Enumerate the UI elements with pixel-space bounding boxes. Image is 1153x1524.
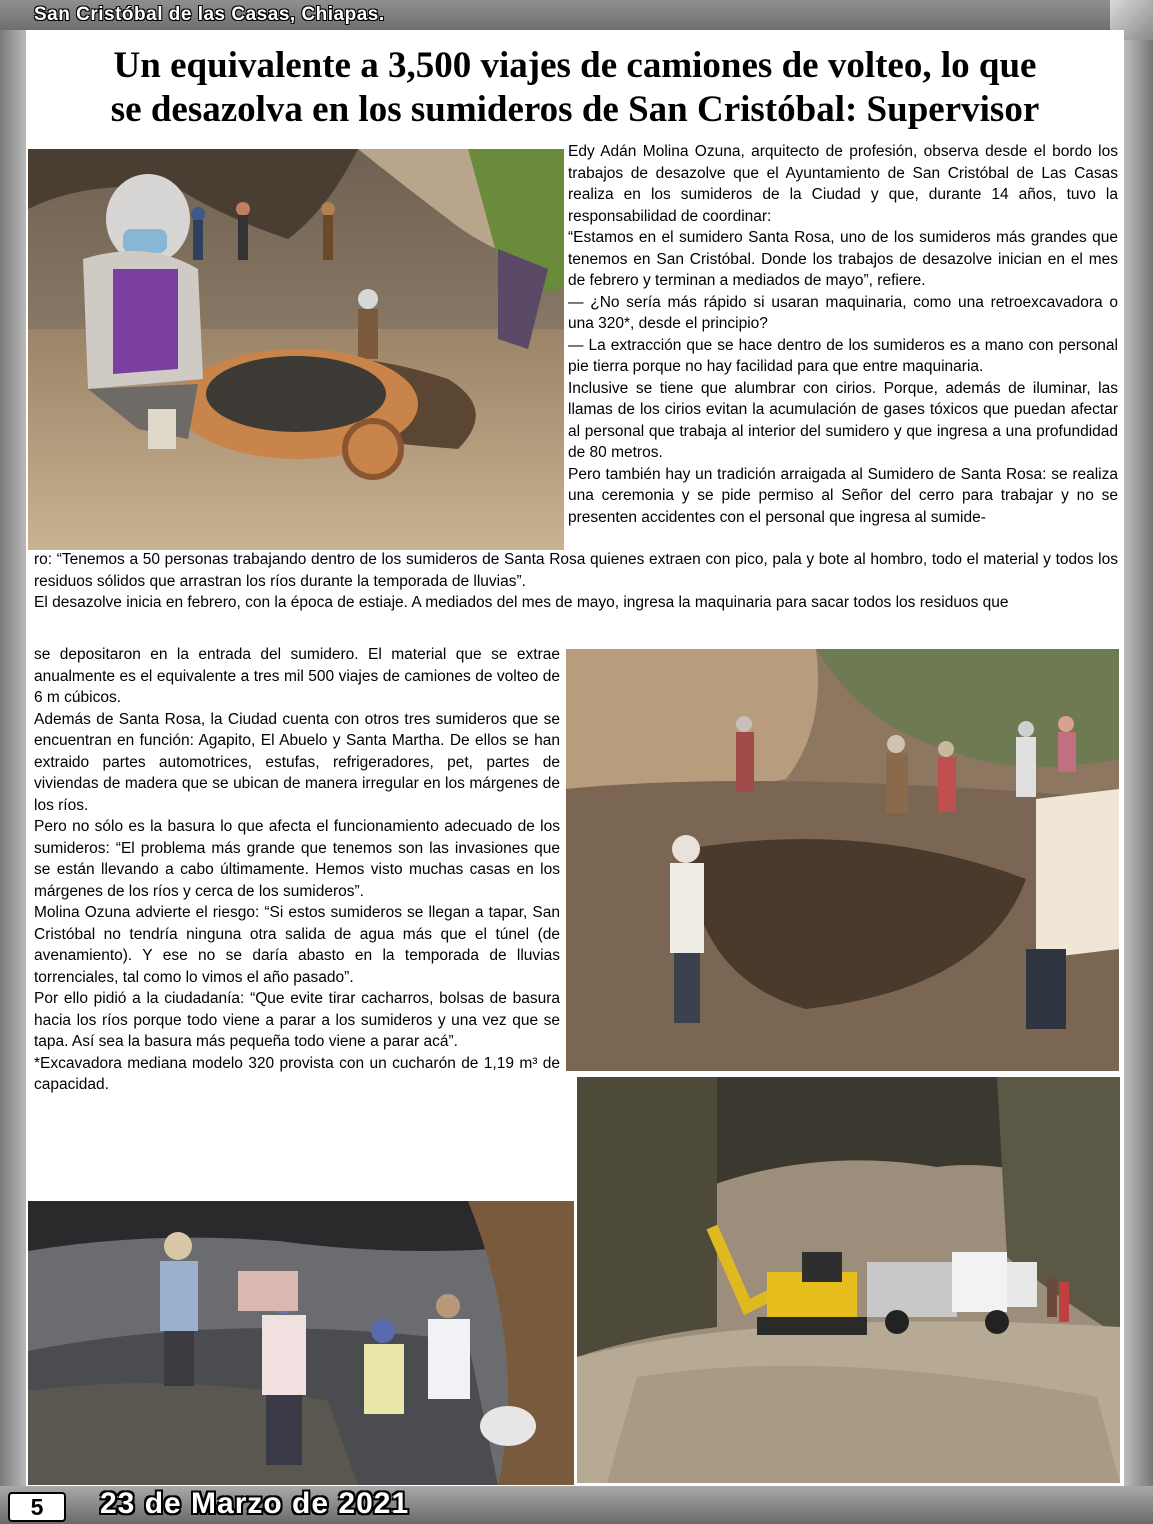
paragraph: El desazolve inicia en febrero, con la época de estiaje. A mediados del mes de mayo, ingresa la maquinaria para sacar todos los residuos que	[34, 594, 1009, 611]
paragraph: se depositaron en la entrada del sumidero. El material que se extrae anualmente es el equivalente a tres mil 500 viajes de camiones de volteo de 6 m cúbicos.	[34, 646, 560, 706]
paragraph: ro: “Tenemos a 50 personas trabajando dentro de los sumideros de Santa Rosa quienes extraen con pico, pala y bote al hombro, todo el material y todos los residuos sólidos que arrastran los ríos durante la temporada de lluvias”.	[34, 551, 1118, 590]
photo-wheelbarrow-worker	[28, 149, 564, 550]
paragraph: Molina Ozuna advierte el riesgo: “Si estos sumideros se llegan a tapar, San Cristóbal no tendría ninguna otra salida de agua más que el túnel (de avenamiento). Y ese no se daría abasto en la temporada de lluvias torrenciales, tal como lo vimos el año pasado”.	[34, 904, 560, 986]
article-full-width	[34, 549, 1118, 614]
photo-excavator-truck	[577, 1077, 1120, 1483]
left-frame-bar	[0, 30, 26, 1494]
issue-date: 23 de Marzo de 2021	[100, 1487, 410, 1520]
paragraph: Por ello pidió a la ciudadanía: “Que evite tirar cacharros, bolsas de basura hacia los ríos porque todo viene a parar a los sumideros y una vez que se tapa. Así sea la basura más pequeña todo viene a parar acá”.	[34, 990, 560, 1050]
paragraph: Además de Santa Rosa, la Ciudad cuenta con otros tres sumideros que se encuentran en función: Agapito, El Abuelo y Santa Martha. De ellos se han extraido partes automotrices, estufas, refrigeradores, pet, partes de viviendas de madera que se ubican de manera irregular en los márgenes de los ríos.	[34, 710, 560, 814]
article-left-column	[34, 644, 560, 1096]
photo-workers-buckets	[28, 1201, 574, 1485]
paragraph: *Excavadora mediana modelo 320 provista con un cucharón de 1,19 m³ de capacidad.	[34, 1054, 560, 1093]
article-right-column	[568, 141, 1118, 528]
photo-workers-digging	[566, 649, 1119, 1071]
paragraph: Inclusive se tiene que alumbrar con cirios. Porque, además de iluminar, las llamas de los cirios evitan la acumulación de gases tóxicos que puedan afectar al personal que trabaja al interior del sumidero y que ingresa a una profundidad de 80 metros.	[568, 379, 1118, 461]
right-frame-bar	[1124, 30, 1153, 1494]
paragraph: Pero también hay un tradición arraigada al Sumidero de Santa Rosa: se realiza una ceremonia y se pide permiso al Señor del cerro para trabajar y no se presenten accidentes con el personal que ingresa al sumide-	[568, 465, 1118, 526]
headline-line-2: se desazolva en los sumideros de San Cristóbal: Supervisor	[110, 89, 1040, 130]
headline-line-1: Un equivalente a 3,500 viajes de camiones de volteo, lo que	[113, 45, 1037, 86]
paragraph: Pero no sólo es la basura lo que afecta el funcionamiento adecuado de los sumideros: “El problema más grande que tenemos son las invasiones que se están llevando a cabo últimamente. Hemos visto muchas casas en los márgenes de los ríos y cerca de los sumideros”.	[34, 818, 560, 900]
paragraph: “Estamos en el sumidero Santa Rosa, uno de los sumideros más grandes que tenemos en San Cristóbal. Donde los trabajos de desazolve inician en el mes de febrero y terminan a mediados de mayo”, refiere.	[568, 229, 1118, 289]
location-label: San Cristóbal de las Casas, Chiapas.	[34, 4, 385, 25]
paragraph: Edy Adán Molina Ozuna, arquitecto de profesión, observa desde el bordo los trabajos de desazolve que el Ayuntamiento de San Cristóbal de Las Casas realiza en los sumideros de la Ciudad y que, durante 14 años, tuvo la responsabilidad de coordinar:	[568, 143, 1118, 225]
headline	[26, 44, 1124, 132]
page-number: 5	[8, 1492, 66, 1522]
paragraph: — ¿No sería más rápido si usaran maquinaria, como una retroexcavadora o una 320*, desde el principio?	[568, 293, 1118, 332]
paragraph: — La extracción que se hace dentro de los sumideros es a mano con personal pie tierra porque no hay facilidad para que entre maquinaria.	[568, 336, 1118, 375]
